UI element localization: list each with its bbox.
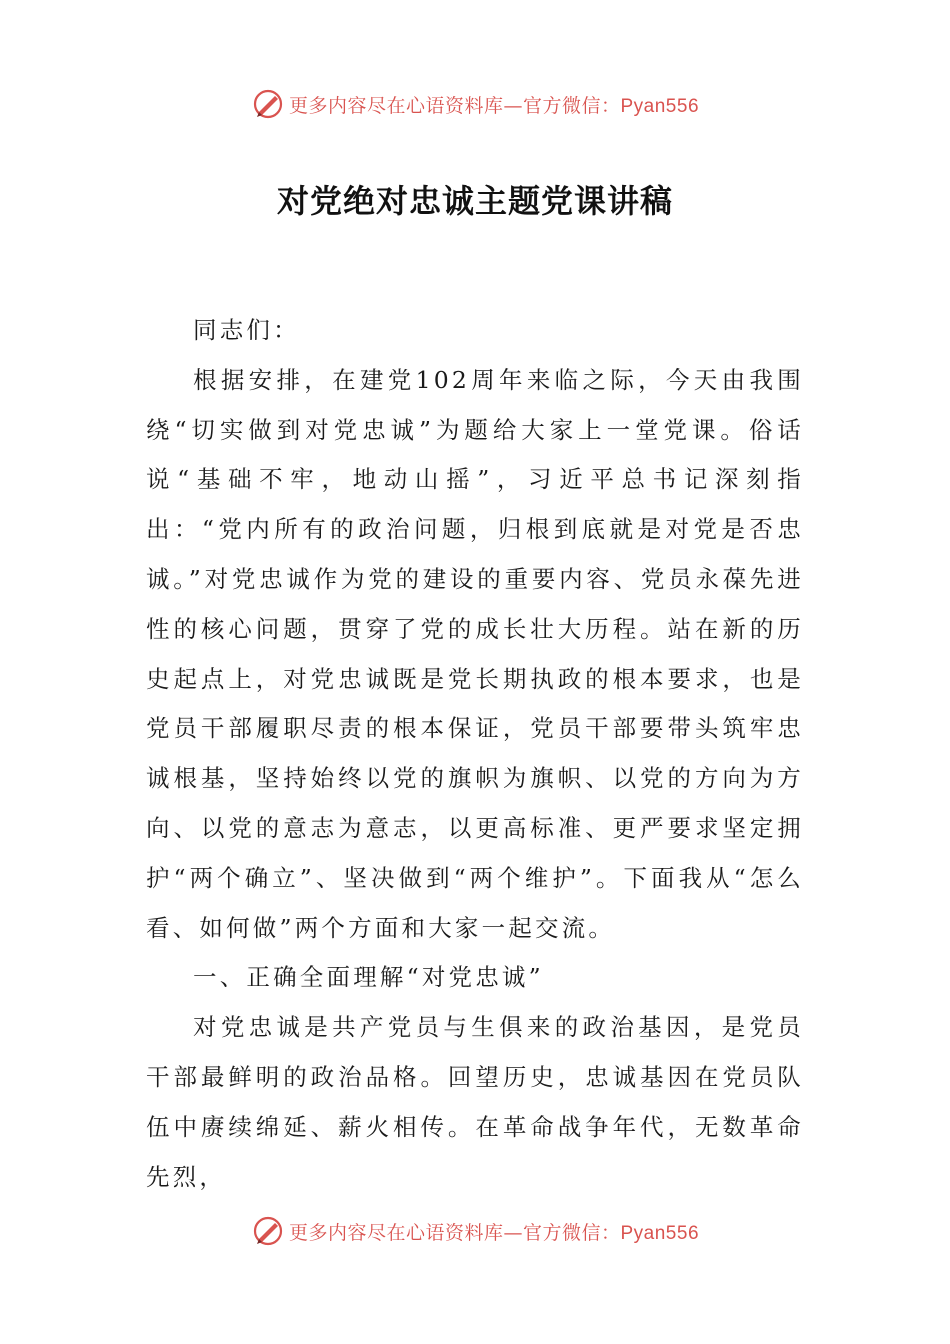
body-paragraph: 根据安排，在建党102周年来临之际，今天由我围绕“切实做到对党忠诚”为题给大家上一堂党课。俗话说“基础不牢，地动山摇”，习近平总书记深刻指出：“党内所有的政治问题，归根到底就是对党是否忠诚。”对党忠诚作为党的建设的重要内容、党员永葆先进性的核心问题，贯穿了党的成长壮大历程。站在新的历史起点上，对党忠诚既是党长期执政的根本要求，也是党员干部履职尽责的根本保证，党员干部要带头筑牢忠诚根基，坚持始终以党的旗帜为旗帜、以党的方向为方向、以党的意志为意志，以更高标准、更严要求坚定拥护“两个确立”、坚决做到“两个维护”。下面我从“怎么看、如何做”两个方面和大家一起交流。	[146, 365, 804, 942]
watermark-text	[289, 1218, 699, 1245]
watermark-label: 更多内容尽在心语资料库—官方微信：	[288, 94, 621, 117]
section-heading: 一、正确全面理解“对党忠诚”	[193, 963, 544, 992]
pen-in-circle-icon	[251, 1214, 285, 1248]
watermark-banner-top	[0, 84, 950, 124]
pen-in-circle-icon	[251, 87, 285, 121]
document-body	[146, 306, 804, 1202]
watermark-wechat-id: Pyan556	[620, 95, 700, 117]
watermark-wechat-id: Pyan556	[620, 1222, 700, 1244]
greeting: 同志们：	[193, 316, 300, 344]
watermark-banner-bottom	[0, 1211, 950, 1251]
watermark-text	[289, 91, 699, 118]
body-paragraph: 对党忠诚是共产党员与生俱来的政治基因，是党员干部最鲜明的政治品格。回望历史，忠诚基因在党员队伍中赓续绵延、薪火相传。在革命战争年代，无数革命先烈，	[146, 1013, 804, 1191]
document-title: 对党绝对忠诚主题党课讲稿	[276, 182, 673, 220]
watermark-label: 更多内容尽在心语资料库—官方微信：	[288, 1221, 621, 1244]
